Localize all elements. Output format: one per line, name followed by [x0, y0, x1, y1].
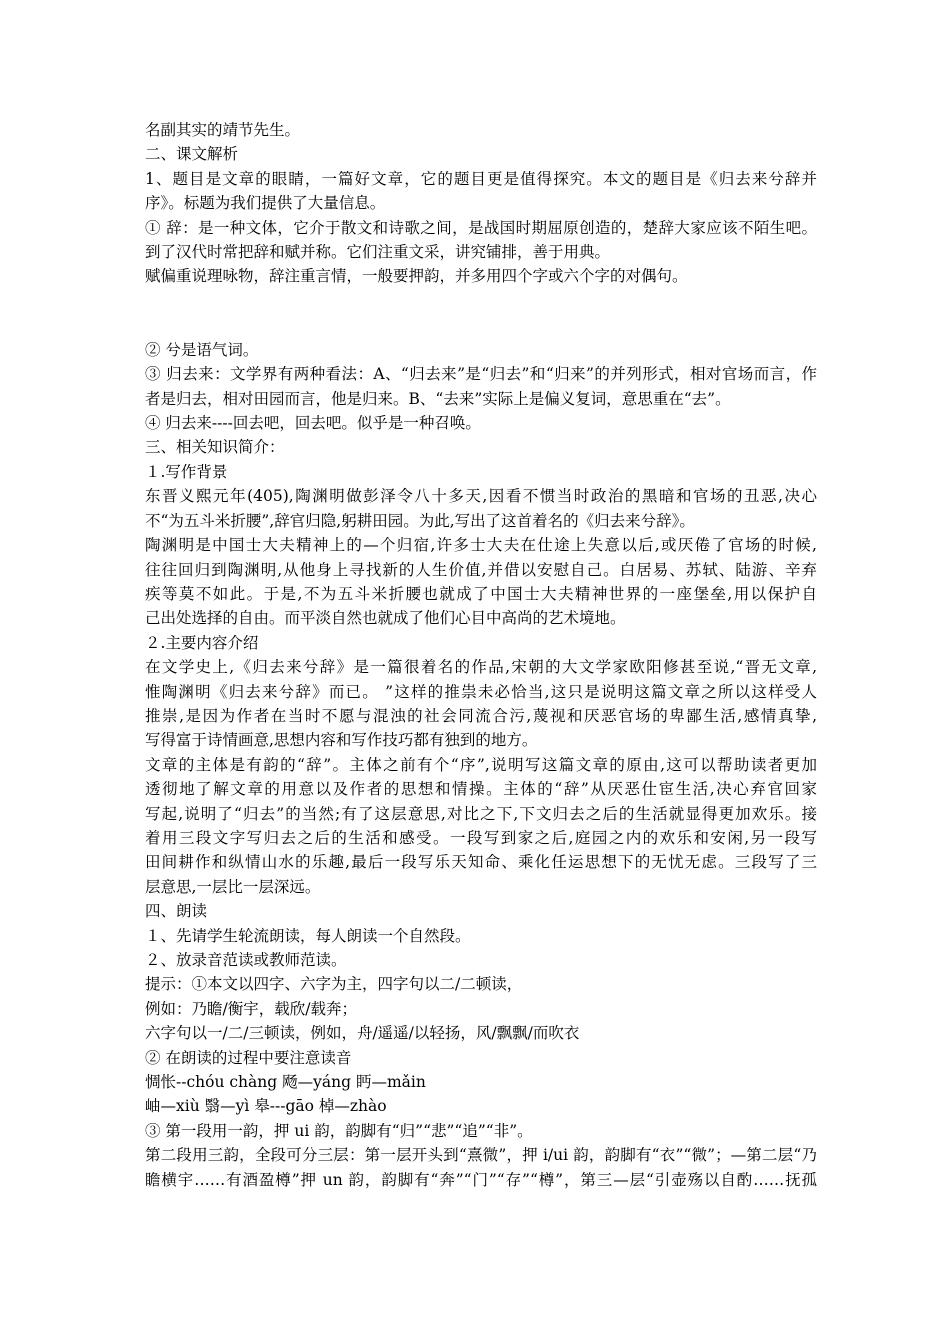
section-heading: 三、相关知识简介：	[145, 438, 285, 457]
text-line: 田间耕作和纵情山水的乐趣,最后一段写乐天知命、乘化任运思想下的无忧无虑。三段写了三	[145, 853, 817, 872]
text-line: 在文学史上,《归去来兮辞》是一篇很着名的作品,宋朝的大文学家欧阳修甚至说,“晋无文章,	[145, 658, 817, 677]
text-line: 不“为五斗米折腰”,辞官归隐,躬耕田园。为此,写出了这首着名的《归去来兮辞》。	[145, 511, 695, 530]
pronunciation-line: 惆怅--chóu chàng 飏—yáng 眄—mǎin	[145, 1073, 426, 1092]
text-line: ③ 第一段用一韵，押 ui 韵，韵脚有“归”“悲”“追”“非”。	[145, 1121, 533, 1140]
document-page	[145, 118, 817, 1192]
text-line: 惟陶渊明《归去来兮辞》而已。 ”这样的推祟未必恰当,这只是说明这篇文章之所以这样受人	[145, 682, 817, 701]
text-line: 1、题目是文章的眼睛，一篇好文章，它的题目更是值得探究。本文的题目是《归去来兮辞并	[145, 169, 817, 188]
text-line: 透彻地了解文章的用意以及作者的思想和情操。主体的“辞”从厌恶仕宦生活,决心弃官回家	[145, 780, 817, 799]
text-line: 第二段用三韵，全段可分三层：第一层开头到“熹微”，押 i/ui 韵，韵脚有“衣”“微”；—第二层“乃	[145, 1146, 817, 1165]
text-line: 文章的主体是有韵的“辞”。主体之前有个“序”,说明写这篇文章的原由,这可以帮助读者更加	[145, 755, 817, 774]
text-line: 疾等莫不如此。于是,不为五斗米折腰也就成了中国士大夫精神世界的一座堡垒,用以保护自	[145, 584, 817, 603]
text-line: ① 辞：是一种文体，它介于散文和诗歌之间，是战国时期屈原创造的，楚辞大家应该不陌生吧。	[145, 218, 817, 237]
text-line: 赋偏重说理咏物，辞注重言情，一般要押韵，并多用四个字或六个字的对偶句。	[145, 267, 688, 286]
text-line: 层意思,一层比一层深远。	[145, 877, 321, 896]
text-line: 己出处选择的自由。而平淡自然也就成了他们心目中高尚的艺术境地。	[145, 609, 626, 628]
text-line: １、先请学生轮流朗读，每人朗读一个自然段。	[145, 926, 471, 945]
text-line: 陶渊明是中国士大夫精神上的—个归宿,许多士大夫在仕途上失意以后,或厌倦了官场的时候,	[145, 536, 817, 555]
subsection-heading: ２.主要内容介绍	[145, 633, 259, 652]
text-line: ② 在朗读的过程中要注意读音	[145, 1048, 352, 1067]
text-line: 到了汉代时常把辞和赋并称。它们注重文采，讲究铺排，善于用典。	[145, 243, 611, 262]
text-line: 推崇,是因为作者在当时不愿与混浊的社会同流合污,蔑视和厌恶官场的卑鄙生活,感情真挚,	[145, 706, 817, 725]
text-line: 名副其实的靖节先生。	[145, 121, 301, 139]
text-line: 瞻横宇……有酒盈樽”押 un 韵，韵脚有“奔”“门”“存”“樽”，第三—层“引壶殇以自酌……抚孤	[145, 1170, 817, 1189]
section-heading: 四、朗读	[145, 902, 208, 921]
section-heading: 二、课文解析	[145, 145, 239, 164]
text-line: ② 兮是语气词。	[145, 340, 259, 359]
text-line: 者是归去，相对田园而言，他是归来。B、“去来”实际上是偏义复词，意思重在“去”。	[145, 389, 731, 408]
text-line: ③ 归去来：文学界有两种看法：A、“归去来”是“归去”和“归来”的并列形式，相对官场而言，作	[145, 365, 817, 384]
text-line: 东晋义熙元年(405),陶渊明做彭泽令八十多天,因看不惯当时政治的黑暗和官场的丑恶,决心	[145, 487, 817, 506]
blank-gap	[145, 289, 817, 338]
text-line: 序》。标题为我们提供了大量信息。	[145, 194, 386, 213]
text-line: ２、放录音范读或教师范读。	[145, 951, 347, 969]
text-line: ④ 归去来----回去吧，回去吧。似乎是一种召唤。	[145, 414, 481, 433]
text-line: 着用三段文字写归去之后的生活和感受。一段写到家之后,庭园之内的欢乐和安闲,另一段写	[145, 828, 817, 847]
text-line: 写起,说明了“归去”的当然;有了这层意思,对比之下,下文归去之后的生活就显得更加欢乐。接	[145, 804, 817, 823]
text-line: 六字句以一/二/三顿读，例如，舟/遥遥/以轻扬，风/飘飘/而吹衣	[145, 1024, 580, 1043]
pronunciation-line: 岫—xiù 翳—yì 皋---gāo 棹—zhào	[145, 1097, 387, 1116]
subsection-heading: １.写作背景	[145, 462, 228, 481]
text-line: 例如：乃瞻/衡宇，载欣/载奔；	[145, 999, 357, 1018]
text-line: 写得富于诗情画意,思想内容和写作技巧都有独到的地方。	[145, 731, 538, 750]
text-line: 往往回归到陶渊明,从他身上寻找新的人生价值,并借以安慰自己。白居易、苏轼、陆游、辛弃	[145, 560, 817, 579]
text-line: 提示：①本文以四字、六字为主，四字句以二/二顿读，	[145, 975, 523, 994]
